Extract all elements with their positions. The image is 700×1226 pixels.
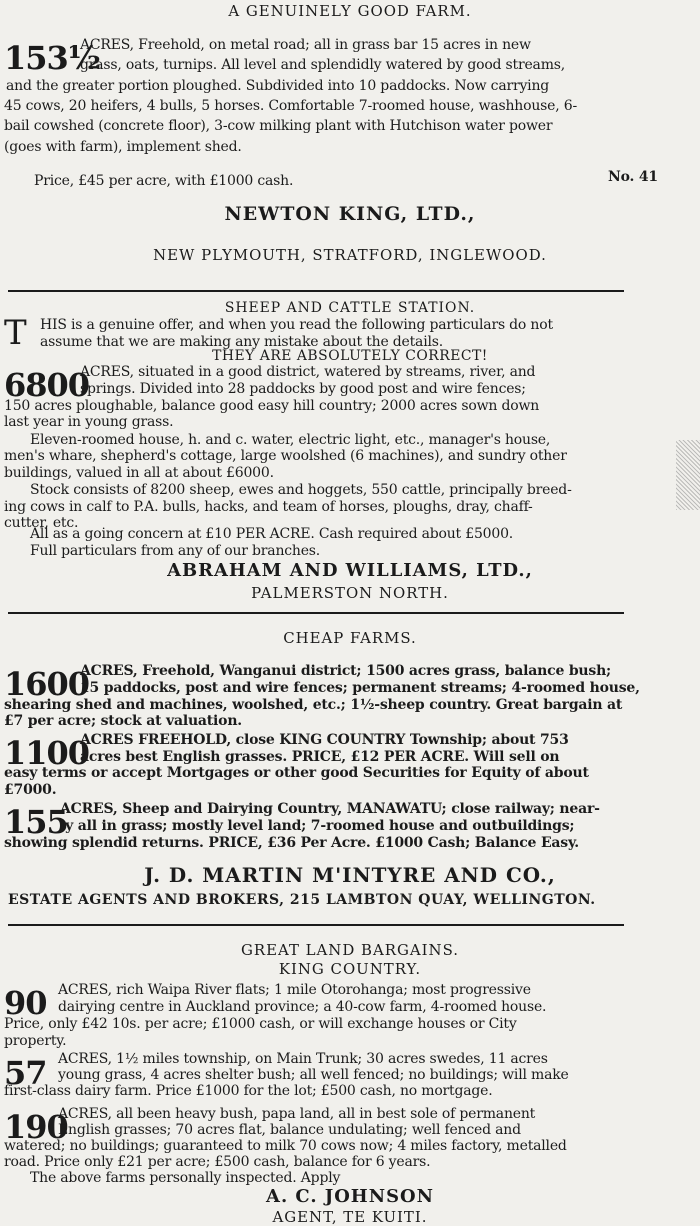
ad3-line: ACRES, Freehold, Wanganui district; 1500 acres grass, balance bush; <box>80 663 612 679</box>
ad2-line: Full particulars from any of our branches. <box>30 543 321 559</box>
ad4-closing: The above farms personally inspected. Apply <box>30 1170 341 1186</box>
ad4-line: English grasses; 70 acres flat, balance undulating; well fenced and <box>58 1122 521 1138</box>
ad4-acreage: 90 <box>4 984 47 1022</box>
ad3-line: showing splendid returns. PRICE, £36 Per Acre. £1000 Cash; Balance Easy. <box>4 835 579 851</box>
ad3-line: £7 per acre; stock at valuation. <box>4 713 242 729</box>
ad4-acreage: 57 <box>4 1054 47 1092</box>
ad2-line: last year in young grass. <box>4 414 174 430</box>
ad3-acreage: 155 <box>4 803 68 841</box>
ad1-line: (goes with farm), implement shed. <box>4 139 242 155</box>
ad3-address: ESTATE AGENTS AND BROKERS, 215 LAMBTON QUAY, WELLINGTON. <box>8 892 596 908</box>
ad2-line: Eleven-roomed house, h. and c. water, electric light, etc., manager's house, <box>30 432 551 448</box>
ad2-line: cutter, etc. <box>4 515 79 531</box>
ad4-heading: GREAT LAND BARGAINS. <box>240 941 460 959</box>
ad4-acreage: 190 <box>4 1108 68 1146</box>
ad2-line: ACRES, situated in a good district, watered by streams, river, and <box>80 364 536 380</box>
ad2-line: Stock consists of 8200 sheep, ewes and hoggets, 550 cattle, principally breed- <box>30 482 572 498</box>
ad3-line: 15 paddocks, post and wire fences; permanent streams; 4-roomed house, <box>80 680 640 696</box>
ad3-line: acres best English grasses. PRICE, £12 PER ACRE. Will sell on <box>80 749 560 765</box>
ad1-price: Price, £45 per acre, with £1000 cash. <box>34 173 294 189</box>
ad2-line: 150 acres ploughable, balance good easy hill country; 2000 acres sown down <box>4 398 540 414</box>
ad4-line: ACRES, all been heavy bush, papa land, all in best sole of permanent <box>58 1106 536 1122</box>
ad3-acreage: 1600 <box>4 665 90 703</box>
ad4-address: AGENT, TE KUITI. <box>272 1208 428 1226</box>
ad3-line: easy terms or accept Mortgages or other good Securities for Equity of about <box>4 765 589 781</box>
divider <box>8 290 624 292</box>
ad4-line: Price, only £42 10s. per acre; £1000 cash, or will exchange houses or City <box>4 1016 517 1032</box>
ad2-heading: SHEEP AND CATTLE STATION. <box>224 300 476 316</box>
ad3-acreage: 1100 <box>4 734 90 772</box>
ad2-address: PALMERSTON NORTH. <box>251 584 449 602</box>
ad1-address: NEW PLYMOUTH, STRATFORD, INGLEWOOD. <box>153 246 547 264</box>
ad4-agent: A. C. JOHNSON <box>266 1186 434 1207</box>
ad4-line: first-class dairy farm. Price £1000 for the lot; £500 cash, no mortgage. <box>4 1083 493 1099</box>
ad2-line: men's whare, shepherd's cottage, large woolshed (6 machines), and sundry other <box>4 448 567 464</box>
ad4-line: ACRES, 1½ miles township, on Main Trunk; 30 acres swedes, 11 acres <box>58 1051 548 1067</box>
ad2-line: springs. Divided into 28 paddocks by good post and wire fences; <box>80 381 526 397</box>
ad2-emphasis: THEY ARE ABSOLUTELY CORRECT! <box>212 348 488 364</box>
ad2-line: ing cows in calf to P.A. bulls, hacks, and team of horses, ploughs, dray, chaff- <box>4 499 533 515</box>
ad3-heading: CHEAP FARMS. <box>283 629 417 647</box>
ad4-line: young grass, 4 acres shelter bush; all well fenced; no buildings; will make <box>58 1067 569 1083</box>
ad1-acreage: 153½ <box>4 39 101 77</box>
ad2-intro: HIS is a genuine offer, and when you read the following particulars do not <box>40 317 553 333</box>
ad2-intro: assume that we are making any mistake about the details. <box>40 334 443 350</box>
ad4-line: watered; no buildings; guaranteed to milk 70 cows now; 4 miles factory, metalled <box>4 1138 567 1154</box>
ad1-agent: NEWTON KING, LTD., <box>224 203 476 225</box>
ad3-line: shearing shed and machines, woolshed, etc.; 1½-sheep country. Great bargain at <box>4 697 623 713</box>
ad1-line: grass, oats, turnips. All level and splendidly watered by good streams, <box>80 57 566 73</box>
ad2-drop-cap: T <box>4 313 27 353</box>
ad2-acreage: 6800 <box>4 366 90 404</box>
ad1-line: ACRES, Freehold, on metal road; all in grass bar 15 acres in new <box>80 37 531 53</box>
ad4-line: property. <box>4 1033 67 1049</box>
ad1-line: bail cowshed (concrete floor), 3-cow milking plant with Hutchison water power <box>4 118 553 134</box>
ad3-agent: J. D. MARTIN M'INTYRE AND CO., <box>144 863 556 887</box>
ad3-line: ly all in grass; mostly level land; 7-roomed house and outbuildings; <box>60 818 575 834</box>
ad3-line: £7000. <box>4 782 57 798</box>
divider <box>8 612 624 614</box>
ad2-agent: ABRAHAM AND WILLIAMS, LTD., <box>167 560 533 581</box>
ad2-line: buildings, valued in all at about £6000. <box>4 465 274 481</box>
ad2-line: All as a going concern at £10 PER ACRE. Cash required about £5000. <box>30 526 514 542</box>
scan-smudge <box>676 440 700 510</box>
ad3-line: ACRES FREEHOLD, close KING COUNTRY Township; about 753 <box>80 732 569 748</box>
ad1-heading: A GENUINELY GOOD FARM. <box>228 2 472 20</box>
ad4-line: dairying centre in Auckland province; a 40-cow farm, 4-roomed house. <box>58 999 547 1015</box>
ad4-line: ACRES, rich Waipa River flats; 1 mile Otorohanga; most progressive <box>58 982 531 998</box>
ad3-line: ACRES, Sheep and Dairying Country, MANAWATU; close railway; near- <box>60 801 600 817</box>
divider <box>8 924 624 926</box>
ad1-number: No. 41 <box>608 169 658 185</box>
ad4-line: road. Price only £21 per acre; £500 cash, balance for 6 years. <box>4 1154 431 1170</box>
ad1-line: and the greater portion ploughed. Subdivided into 10 paddocks. Now carrying <box>6 78 550 94</box>
ad1-line: 45 cows, 20 heifers, 4 bulls, 5 horses. Comfortable 7-roomed house, washhouse, 6- <box>4 98 577 114</box>
ad4-subheading: KING COUNTRY. <box>278 960 422 978</box>
